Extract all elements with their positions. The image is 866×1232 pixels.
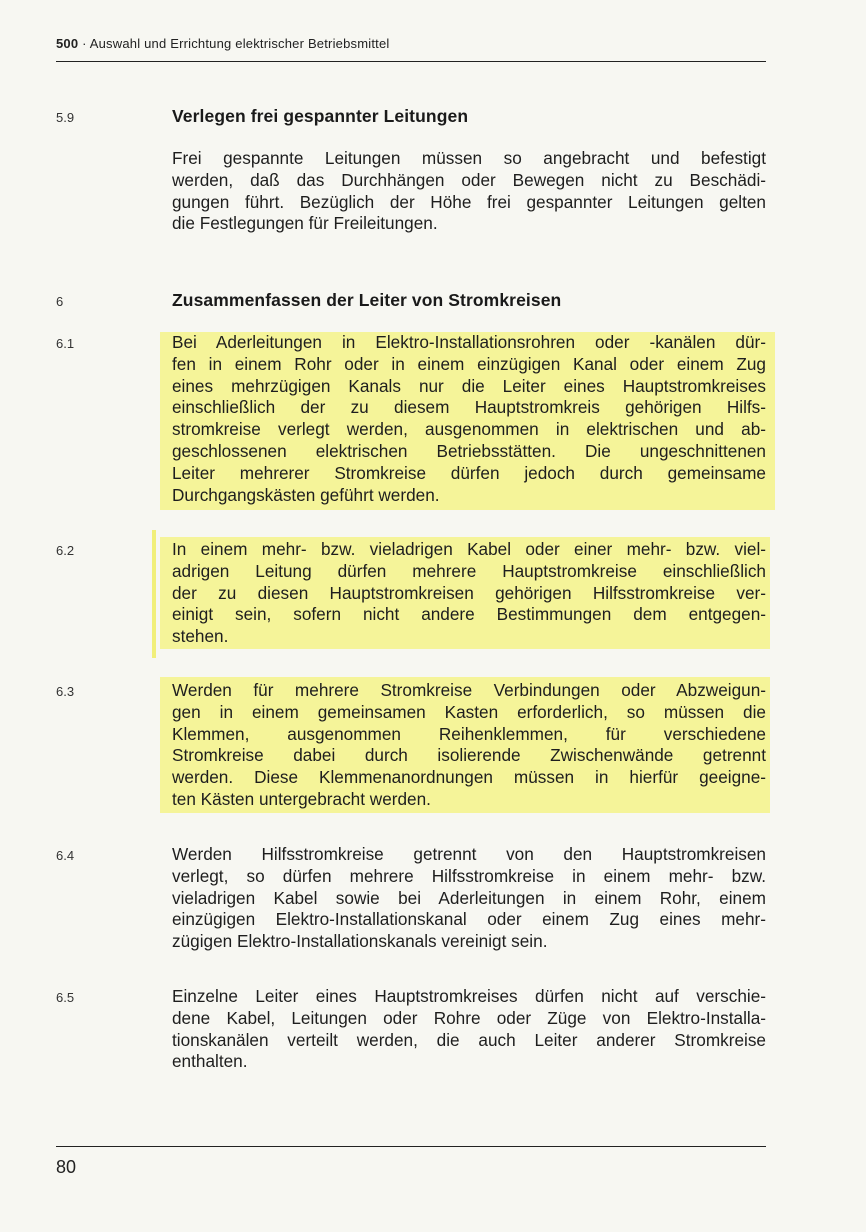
header-chapter-number: 500 xyxy=(56,36,79,51)
text-line: geschlossenen elektrischen Betriebsstätten. Die ungeschnittenen xyxy=(172,440,766,461)
text-line: werden, daß das Durchhängen oder Bewegen nicht zu Beschädi- xyxy=(172,169,766,190)
section-number-6-4: 6.4 xyxy=(56,848,75,863)
section-number-6-3: 6.3 xyxy=(56,684,75,699)
text-line: Durchgangskästen geführt werden. xyxy=(172,484,440,505)
text-line: dene Kabel, Leitungen oder Rohre oder Züge von Elektro-Installa- xyxy=(172,1007,766,1028)
text-line: Einzelne Leiter eines Hauptstromkreises dürfen nicht auf verschie- xyxy=(172,986,766,1006)
paragraph-6-4 xyxy=(172,844,766,953)
paragraph-6-1 xyxy=(172,332,766,506)
text-line: der zu diesen Hauptstromkreisen gehörigen Hilfsstromkreise ver- xyxy=(172,582,766,603)
text-line: Werden für mehrere Stromkreise Verbindungen oder Abzweigun- xyxy=(172,680,766,700)
paragraph-5-9 xyxy=(172,148,766,235)
text-line: In einem mehr- bzw. vieladrigen Kabel oder einer mehr- bzw. viel- xyxy=(172,539,766,559)
header-rule xyxy=(56,61,766,62)
paragraph-6-5 xyxy=(172,986,766,1073)
text-line: werden. Diese Klemmenanordnungen müssen in hierfür geeigne- xyxy=(172,767,766,788)
section-number-6-1: 6.1 xyxy=(56,336,75,351)
section-number-5-9: 5.9 xyxy=(56,110,75,125)
text-line: Leiter mehrerer Stromkreise dürfen jedoch durch gemeinsame xyxy=(172,462,766,483)
text-line: Stromkreise dabei durch isolierende Zwischenwände getrennt xyxy=(172,745,766,766)
text-line: Bei Aderleitungen in Elektro-Installationsrohren oder -kanälen dür- xyxy=(172,332,766,352)
highlight-margin-mark xyxy=(152,530,156,658)
section-heading-6: Zusammenfassen der Leiter von Stromkreisen xyxy=(172,290,562,310)
section-number-6-2: 6.2 xyxy=(56,543,75,558)
running-header xyxy=(56,36,390,51)
text-line: Klemmen, ausgenommen Reihenklemmen, für verschiedene xyxy=(172,723,766,744)
header-title: Auswahl und Errichtung elektrischer Betriebsmittel xyxy=(89,36,390,51)
text-line: Frei gespannte Leitungen müssen so angebracht und befestigt xyxy=(172,148,766,168)
page-number: 80 xyxy=(56,1157,77,1177)
paragraph-6-2 xyxy=(172,539,766,648)
text-line: fen in einem Rohr oder in einem einzügigen Kanal oder einem Zug xyxy=(172,353,766,374)
text-line: zügigen Elektro-Installationskanals vereinigt sein. xyxy=(172,931,548,952)
header-separator: · xyxy=(82,36,87,51)
section-heading-5-9: Verlegen frei gespannter Leitungen xyxy=(172,106,469,126)
text-line: stromkreise verlegt werden, ausgenommen in elektrischen und ab- xyxy=(172,419,766,440)
section-number-6-5: 6.5 xyxy=(56,990,75,1005)
text-line: einschließlich der zu diesem Hauptstromkreis gehörigen Hilfs- xyxy=(172,397,766,418)
text-line: gen in einem gemeinsamen Kasten erforderlich, so müssen die xyxy=(172,701,766,722)
text-line: gungen führt. Bezüglich der Höhe frei gespannter Leitungen gelten xyxy=(172,191,766,212)
text-line: einzügigen Elektro-Installationskanal oder einem Zug eines mehr- xyxy=(172,909,766,930)
text-line: vieladrigen Kabel sowie bei Aderleitungen in einem Rohr, einem xyxy=(172,887,766,908)
text-line: eines mehrzügigen Kanals nur die Leiter eines Hauptstromkreises xyxy=(172,375,766,396)
text-line: Werden Hilfsstromkreise getrennt von den Hauptstromkreisen xyxy=(172,844,766,864)
paragraph-6-3 xyxy=(172,680,766,811)
text-line: stehen. xyxy=(172,626,229,647)
text-line: die Festlegungen für Freileitungen. xyxy=(172,213,438,234)
text-line: verlegt, so dürfen mehrere Hilfsstromkreise in einem mehr- bzw. xyxy=(172,865,766,886)
text-line: einigt sein, sofern nicht andere Bestimmungen dem entgegen- xyxy=(172,604,766,625)
section-number-6: 6 xyxy=(56,294,64,309)
text-line: enthalten. xyxy=(172,1051,248,1072)
text-line: ten Kästen untergebracht werden. xyxy=(172,788,431,809)
text-line: adrigen Leitung dürfen mehrere Hauptstromkreise einschließlich xyxy=(172,560,766,581)
footer-rule xyxy=(56,1146,766,1147)
text-line: tionskanälen verteilt werden, die auch Leiter anderer Stromkreise xyxy=(172,1029,766,1050)
